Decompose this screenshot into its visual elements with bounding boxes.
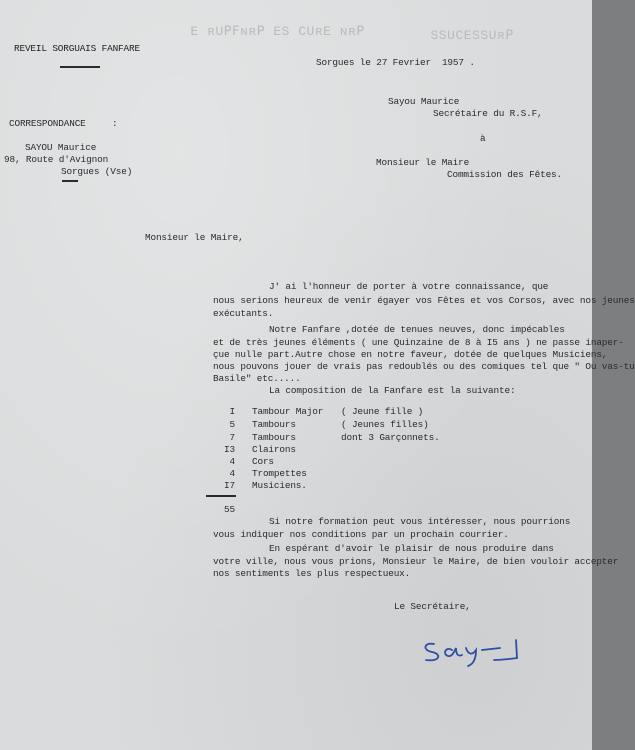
place-date: Sorgues le 27 Fevrier 1957 . [316, 57, 475, 68]
correspondance-label: CORRESPONDANCE [9, 118, 86, 129]
signature-title: Le Secrétaire, [394, 601, 471, 612]
body-line: nous serions heureux de venir égayer vos Fêtes et vos Corsos, avec nos jeunes [213, 295, 635, 306]
body-line: J' ai l'honneur de porter à votre connaissance, que [269, 281, 549, 292]
composition-item: Tambours [252, 432, 296, 443]
sender-city: Sorgues (Vse) [61, 166, 133, 177]
body-line: çue nulle part.Autre chose en notre faveur, dotée de quelques Musiciens, [213, 349, 608, 360]
body-line: La composition de la Fanfare est la suivante: [269, 385, 516, 396]
body-line: Notre Fanfare ,dotée de tenues neuves, donc impécables [269, 324, 565, 335]
closing-line: nos sentiments les plus respectueux. [213, 568, 411, 579]
from-role: Secrétaire du R.S.F, [433, 108, 543, 119]
composition-item: Tambour Major [252, 406, 324, 417]
organization-underline [60, 66, 100, 68]
sender-street: 98, Route d'Avignon [4, 154, 109, 165]
composition-item: Trompettes [252, 468, 307, 479]
organization-name: REVEIL SORGUAIS FANFARE [14, 43, 140, 54]
closing-line: vous indiquer nos conditions par un prochain courrier. [213, 529, 509, 540]
recipient-title: Monsieur le Maire [376, 157, 470, 168]
body-line: et de très jeunes éléments ( une Quinzaine de 8 à I5 ans ) ne passe inaper- [213, 337, 624, 348]
composition-count: 4 [229, 456, 235, 467]
composition-note: dont 3 Garçonnets. [341, 432, 440, 443]
closing-line: En espérant d'avoir le plaisir de nous produire dans [269, 543, 554, 554]
show-through-text: ꟼᴙᴎ ƎᴙUƆ ƧƎ ꟼᴙᴎꟻꟼUᴙ Ǝ [190, 24, 365, 39]
body-line: Basile" etc..... [213, 373, 301, 384]
composition-count: 5 [229, 419, 235, 430]
to-word: à [480, 133, 486, 144]
composition-count: I3 [224, 444, 235, 455]
composition-count: 4 [229, 468, 235, 479]
composition-count: I7 [224, 480, 235, 491]
closing-line: Si notre formation peut vous intéresser, nous pourrions [269, 516, 571, 527]
closing-line: votre ville, nous vous prions, Monsieur le Maire, de bien vouloir accepter [213, 556, 619, 567]
composition-item: Cors [252, 456, 274, 467]
composition-item: Tambours [252, 419, 296, 430]
composition-note: ( Jeunes filles) [341, 419, 429, 430]
composition-count: 7 [229, 432, 235, 443]
body-line: nous pouvons jouer de vrais pas redoublés ou des comiques tel que " Ou vas-tu [213, 361, 635, 372]
show-through-text: ꟼᴙUƧƧƎƆUƧƧ [430, 28, 514, 43]
composition-item: Musiciens. [252, 480, 307, 491]
composition-count: I [229, 406, 235, 417]
from-name: Sayou Maurice [388, 96, 460, 107]
sender-name: SAYOU Maurice [25, 142, 97, 153]
body-line: exécutants. [213, 308, 274, 319]
salutation: Monsieur le Maire, [145, 232, 244, 243]
sender-underline [62, 180, 78, 182]
correspondance-colon: : [112, 118, 118, 129]
composition-item: Clairons [252, 444, 296, 455]
composition-total: 55 [224, 504, 235, 515]
handwritten-signature [418, 630, 538, 670]
composition-note: ( Jeune fille ) [341, 406, 424, 417]
recipient-department: Commission des Fêtes. [447, 169, 562, 180]
total-rule [206, 495, 236, 497]
